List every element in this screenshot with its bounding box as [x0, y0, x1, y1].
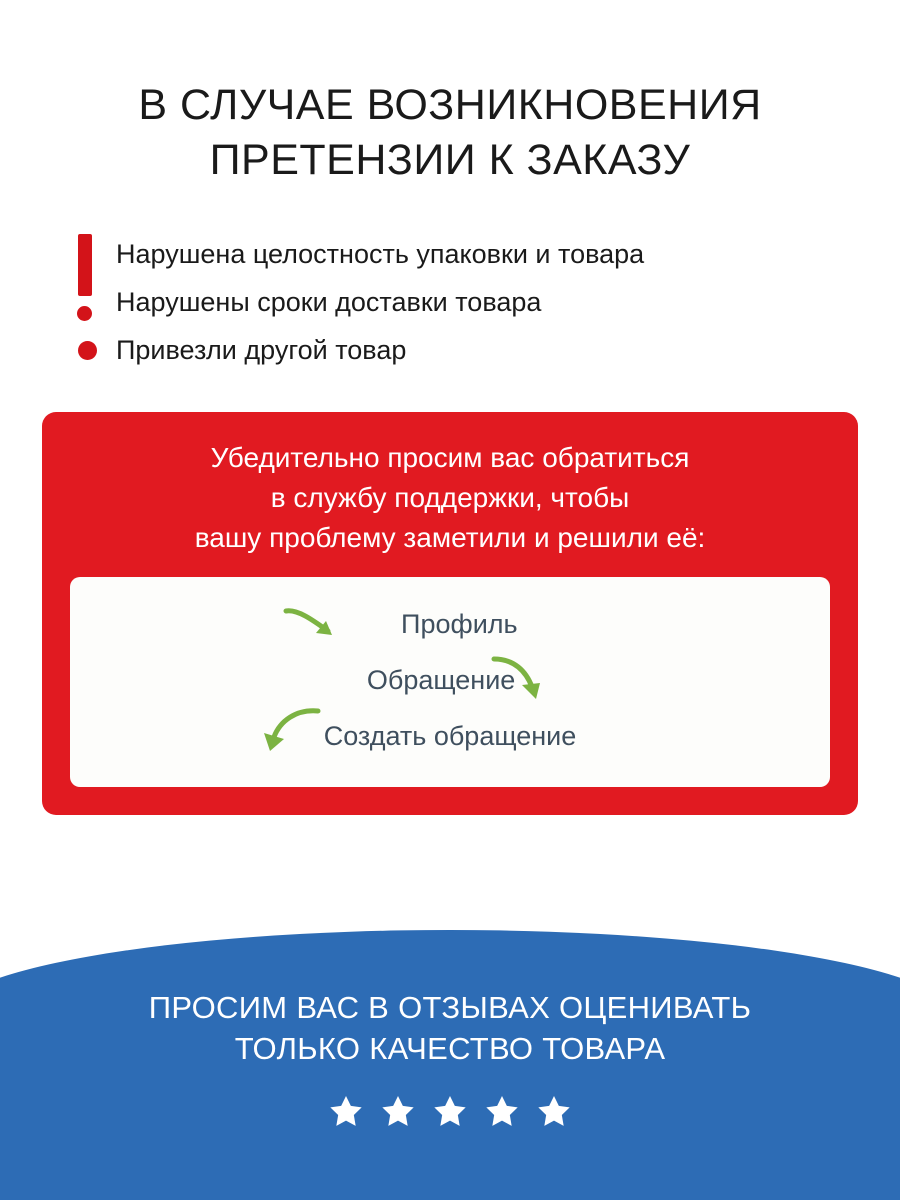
support-instructions-line-3: вашу проблему заметили и решили её: — [194, 521, 706, 553]
rating-stars — [0, 1092, 900, 1132]
star-icon — [534, 1092, 574, 1132]
bullet-dot-icon — [78, 341, 97, 360]
page-title-line-2: ПРЕТЕНЗИИ К ЗАКАЗУ — [209, 136, 691, 185]
page-title-line-1: В СЛУЧАЕ ВОЗНИКНОВЕНИЯ — [138, 81, 762, 129]
footer-banner — [0, 930, 900, 1200]
list-item — [78, 326, 840, 374]
support-instructions-text — [70, 438, 830, 557]
step-request: Обращение — [366, 665, 516, 696]
list-item — [78, 230, 840, 278]
page-title — [0, 0, 900, 188]
list-item — [78, 278, 840, 326]
arrow-icon — [282, 605, 342, 651]
support-instructions-panel — [42, 412, 858, 815]
star-icon — [482, 1092, 522, 1132]
footer-text — [0, 988, 900, 1070]
claim-reasons-list — [0, 230, 900, 374]
arrow-icon — [258, 705, 328, 765]
exclamation-dot-icon — [77, 306, 92, 321]
exclamation-bar-icon — [78, 234, 92, 296]
star-icon — [378, 1092, 418, 1132]
star-icon — [326, 1092, 366, 1132]
list-item-label: Нарушена целостность упаковки и товара — [116, 238, 645, 269]
footer-line-2: ТОЛЬКО КАЧЕСТВО ТОВАРА — [234, 1030, 666, 1066]
support-instructions-line-1: Убедительно просим вас обратиться — [210, 442, 690, 474]
footer-content — [0, 930, 900, 1132]
list-item-label: Привезли другой товар — [116, 334, 407, 365]
step-profile: Профиль — [401, 609, 518, 640]
step-create-request: Создать обращение — [323, 721, 577, 752]
exclamation-icon — [78, 234, 92, 321]
steps-card — [70, 577, 830, 787]
list-item-label: Нарушены сроки доставки товара — [116, 286, 542, 317]
star-icon — [430, 1092, 470, 1132]
support-instructions-line-2: в службу поддержки, чтобы — [270, 481, 630, 513]
footer-line-1: ПРОСИМ ВАС В ОТЗЫВАХ ОЦЕНИВАТЬ — [148, 990, 752, 1025]
